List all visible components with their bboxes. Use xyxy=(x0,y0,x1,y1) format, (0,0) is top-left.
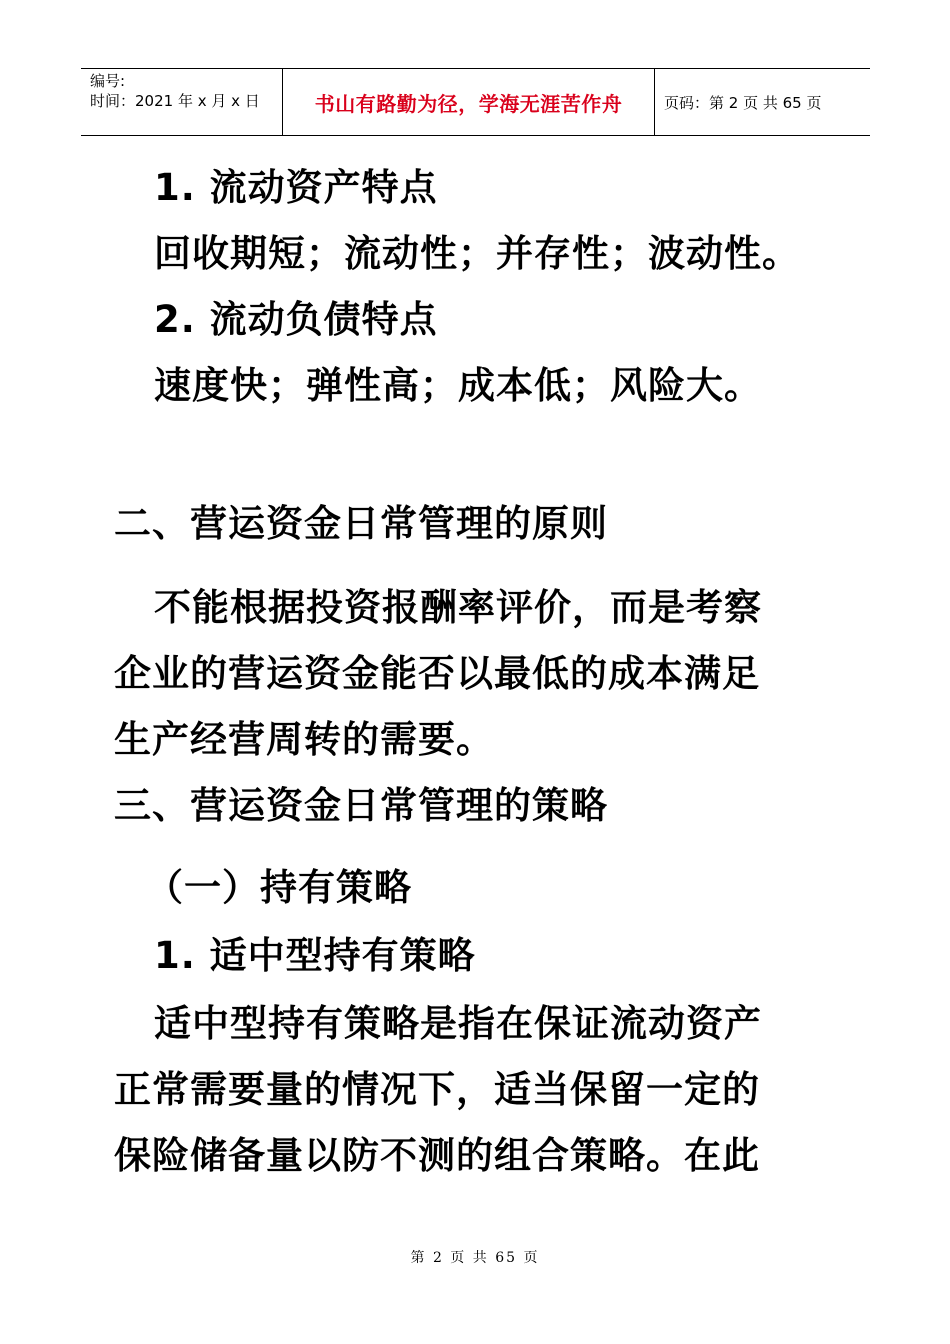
subsection-heading-holding: （一）持有策略 xyxy=(146,866,412,909)
header-motto: 书山有路勤为径，学海无涯苦作舟 xyxy=(283,69,655,135)
page-header xyxy=(81,68,870,136)
paragraph-line: 不能根据投资报酬率评价，而是考察 xyxy=(154,586,762,629)
chapter-heading-principles: 二、营运资金日常管理的原则 xyxy=(114,502,608,545)
paragraph-line: 正常需要量的情况下，适当保留一定的 xyxy=(114,1068,760,1111)
section-heading-moderate-strategy: 1. 适中型持有策略 xyxy=(154,934,476,977)
header-meta-cell xyxy=(81,69,283,135)
paragraph-line: 速度快；弹性高；成本低；风险大。 xyxy=(154,364,762,407)
paragraph-line: 回收期短；流动性；并存性；波动性。 xyxy=(154,232,800,275)
header-page-info: 页码：第 2 页 共 65 页 xyxy=(664,93,822,112)
paragraph-line: 适中型持有策略是指在保证流动资产 xyxy=(154,1002,762,1045)
section-heading-current-liabilities: 2. 流动负债特点 xyxy=(154,298,438,341)
document-number-label: 编号: xyxy=(90,72,126,90)
section-heading-current-assets: 1. 流动资产特点 xyxy=(154,166,438,209)
paragraph-line: 生产经营周转的需要。 xyxy=(114,718,494,761)
paragraph-line: 保险储备量以防不测的组合策略。在此 xyxy=(114,1134,760,1177)
chapter-heading-strategies: 三、营运资金日常管理的策略 xyxy=(114,784,608,827)
page-footer: 第 2 页 共 65 页 xyxy=(410,1250,540,1266)
paragraph-line: 企业的营运资金能否以最低的成本满足 xyxy=(114,652,760,695)
document-date: 时间：2021 年 x 月 x 日 xyxy=(90,92,260,110)
